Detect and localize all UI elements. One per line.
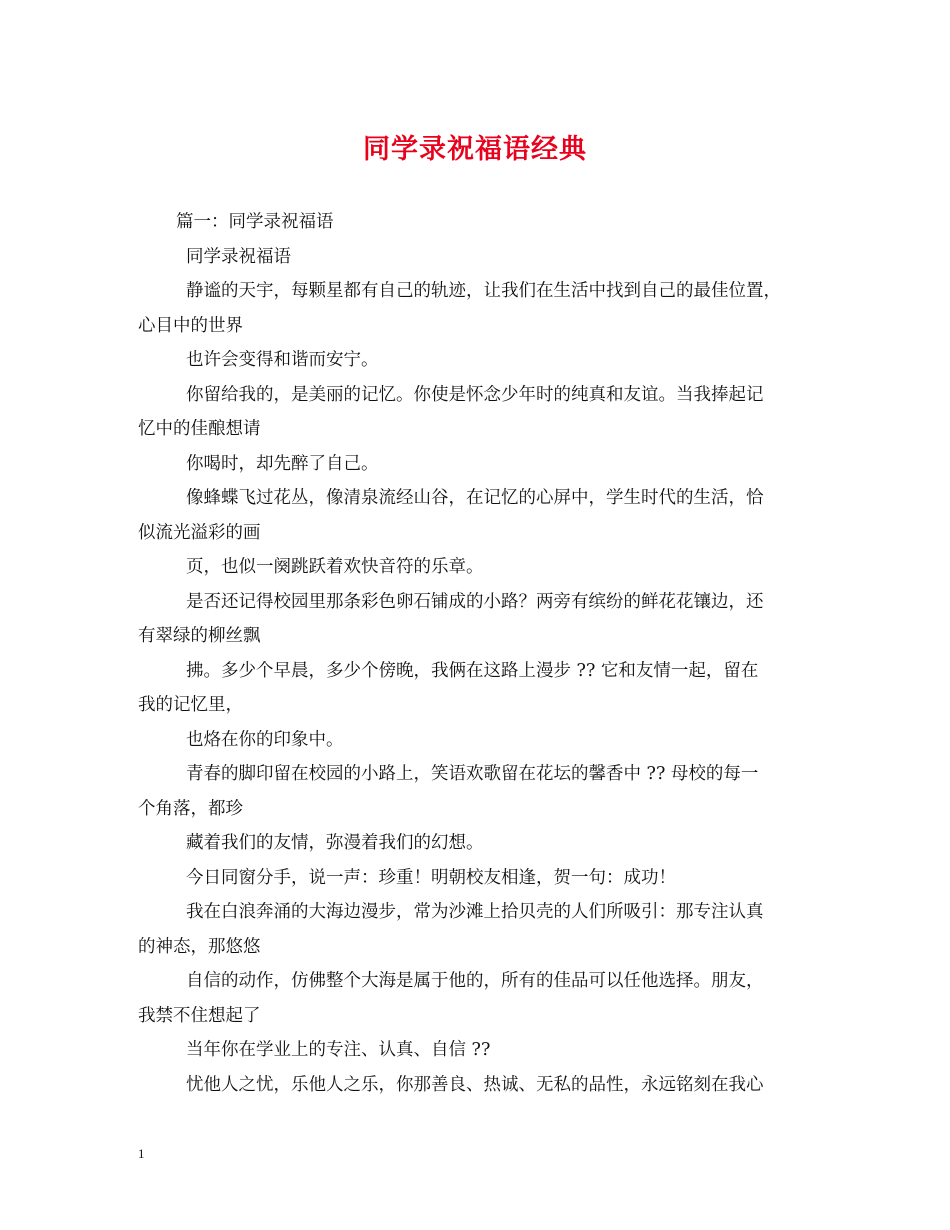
paragraph-line: 忆中的佳酿想请 <box>138 419 261 439</box>
paragraph-line: 今日同窗分手，说一声：珍重！明朝校友相逢，贺一句：成功！ <box>186 867 676 888</box>
paragraph-line: 心目中的世界 <box>138 315 243 336</box>
paragraph-line: 藏着我们的友情，弥漫着我们的幻想。 <box>186 833 484 853</box>
section-heading: 篇一：同学录祝福语 <box>176 212 334 232</box>
paragraph-line: 我的记忆里， <box>138 695 243 715</box>
paragraph-line: 也许会变得和谐而安宁。 <box>186 350 379 370</box>
paragraph-line: 青春的脚印留在校园的小路上，笑语欢歌留在花坛的馨香中 ?? 母校的每一 <box>186 764 759 784</box>
paragraph-line: 当年你在学业上的专注、认真、自信 ?? <box>186 1040 491 1060</box>
paragraph-line: 忧他人之忧，乐他人之乐，你那善良、热诚、无私的品性，永远铭刻在我心 <box>186 1074 764 1095</box>
paragraph-line: 你喝时，却先醉了自己。 <box>186 453 379 474</box>
paragraph-line: 静谧的天宇，每颗星都有自己的轨迹，让我们在生活中找到自己的最佳位置， <box>186 281 781 301</box>
paragraph-line: 的神态，那悠悠 <box>138 936 261 957</box>
paragraph-line: 个角落，都珍 <box>138 798 243 819</box>
paragraph-line: 自信的动作，仿佛整个大海是属于他的，所有的佳品可以任他选择。朋友， <box>186 971 764 991</box>
paragraph-line: 像蜂蝶飞过花丛，像清泉流经山谷，在记忆的心屏中，学生时代的生活，恰 <box>186 488 764 508</box>
paragraph-line: 同学录祝福语 <box>186 246 291 267</box>
page-number: 1 <box>138 1146 145 1161</box>
paragraph-line: 似流光溢彩的画 <box>138 522 261 543</box>
paragraph-line: 是否还记得校园里那条彩色卵石铺成的小路？两旁有缤纷的鲜花花镶边，还 <box>186 591 764 612</box>
paragraph-line: 也烙在你的印象中。 <box>186 729 344 750</box>
document-body <box>138 205 828 1102</box>
paragraph-line: 拂。多少个早晨，多少个傍晚，我俩在这路上漫步 ?? 它和友情一起，留在 <box>186 660 759 681</box>
paragraph-line: 我在白浪奔涌的大海边漫步，常为沙滩上拾贝壳的人们所吸引：那专注认真 <box>186 902 764 922</box>
paragraph-line: 我禁不住想起了 <box>138 1005 261 1026</box>
document-title: 同学录祝福语经典 <box>363 134 587 165</box>
paragraph-line: 有翠绿的柳丝飘 <box>138 626 261 646</box>
paragraph-line: 你留给我的，是美丽的记忆。你使是怀念少年时的纯真和友谊。当我捧起记 <box>186 384 764 405</box>
paragraph-line: 页，也似一阕跳跃着欢快音符的乐章。 <box>186 557 484 577</box>
